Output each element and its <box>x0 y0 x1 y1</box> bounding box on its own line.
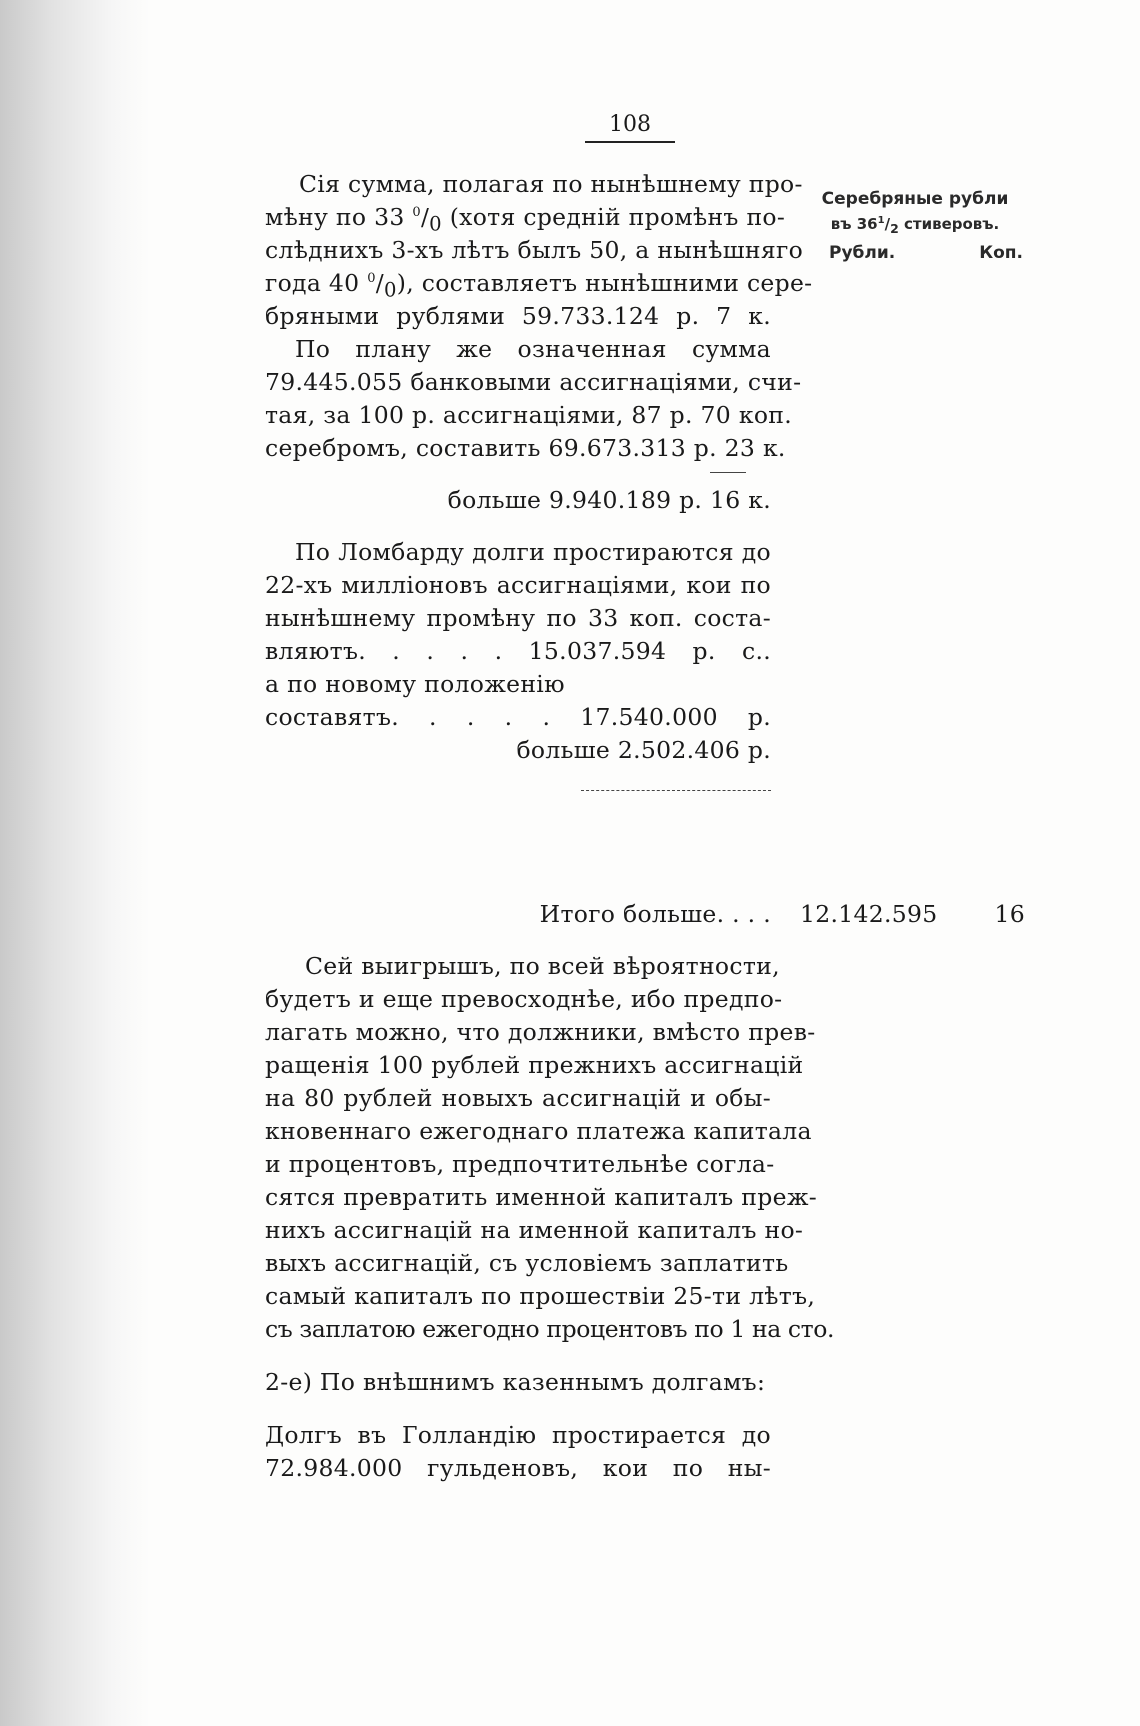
text-line: вляютъ. . . . . 15.037.594 р. с.. <box>265 637 771 665</box>
text-line: будетъ и еще превосходнѣе, ибо предпо- <box>265 985 783 1013</box>
text-line: По плану же означенная сумма <box>295 335 771 363</box>
text-line: выхъ ассигнацій, съ условіемъ заплатить <box>265 1249 789 1277</box>
text-line: и процентовъ, предпочтительнѣе согла- <box>265 1150 775 1178</box>
total-label: Итого больше. . . . <box>539 900 771 928</box>
text-line: на 80 рублей новыхъ ассигнацій и обы- <box>265 1084 771 1112</box>
text-line: 2-е) По внѣшнимъ казеннымъ долгамъ: <box>265 1368 766 1396</box>
short-rule <box>710 472 746 473</box>
text-line: 22-хъ милліоновъ ассигнаціями, кои по <box>265 571 771 599</box>
text-line: мѣну по 33 $^0/_0$ (хотя средній промѣнъ по- <box>265 203 786 236</box>
text-line: кновеннаго ежегоднаго платежа капитала <box>265 1117 812 1145</box>
page-number: 108 <box>585 112 675 143</box>
text-line: лагать можно, что должники, вмѣсто прев- <box>265 1018 816 1046</box>
sum-rule <box>581 790 771 791</box>
text-line: больше 9.940.189 р. 16 к. <box>447 486 771 514</box>
page-gutter-shadow <box>0 0 150 1726</box>
text-line: самый капиталъ по прошествіи 25-ти лѣтъ, <box>265 1282 816 1310</box>
text-line: слѣднихъ 3-хъ лѣтъ былъ 50, а нынѣшняго <box>265 236 804 264</box>
text-line: бряными рублями 59.733.124 р. 7 к. <box>265 302 771 330</box>
text-line: Сія сумма, полагая по нынѣшнему про- <box>299 170 803 198</box>
text-line: Долгъ въ Голландію простирается до <box>265 1421 771 1449</box>
header-units <box>805 242 1025 264</box>
total-kopecks: 16 <box>994 900 1025 928</box>
header-kopecks: Коп. <box>979 243 1023 263</box>
text-line: съ заплатою ежегодно процентовъ по 1 на сто. <box>265 1315 835 1343</box>
total-amount <box>800 898 1025 931</box>
text-line: 72.984.000 гульденовъ, кои по ны- <box>265 1454 771 1482</box>
currency-column-header <box>805 188 1025 264</box>
header-rubles: Рубли. <box>829 243 896 263</box>
text-line: тая, за 100 р. ассигнаціями, 87 р. 70 коп. <box>265 401 792 429</box>
text-line: сятся превратить именной капиталъ преж- <box>265 1183 817 1211</box>
text-line: Сей выигрышъ, по всей вѣроятности, <box>305 952 780 980</box>
text-line: 79.445.055 банковыми ассигнаціями, счи- <box>265 368 802 396</box>
text-line: а по новому положенію <box>265 670 565 698</box>
header-silver-rubles: Серебряные рубли <box>821 189 1009 209</box>
header-stiver-rate: въ $36^1/_2$ стиверовъ. <box>830 215 1000 236</box>
text-line: серебромъ, составить 69.673.313 р. 23 к. <box>265 434 786 462</box>
text-line: ращенія 100 рублей прежнихъ ассигнацій <box>265 1051 804 1079</box>
text-line: составятъ. . . . . 17.540.000 р. <box>265 703 771 731</box>
text-line: года 40 $^0/_0$), составляетъ нынѣшними сере- <box>265 269 813 302</box>
text-line: По Ломбарду долги простираются до <box>295 538 771 566</box>
text-line: больше 2.502.406 р. <box>516 736 771 764</box>
total-rubles: 12.142.595 <box>800 900 938 928</box>
text-line: нынѣшнему промѣну по 33 коп. соста- <box>265 604 771 632</box>
text-line: нихъ ассигнацій на именной капиталъ но- <box>265 1216 804 1244</box>
